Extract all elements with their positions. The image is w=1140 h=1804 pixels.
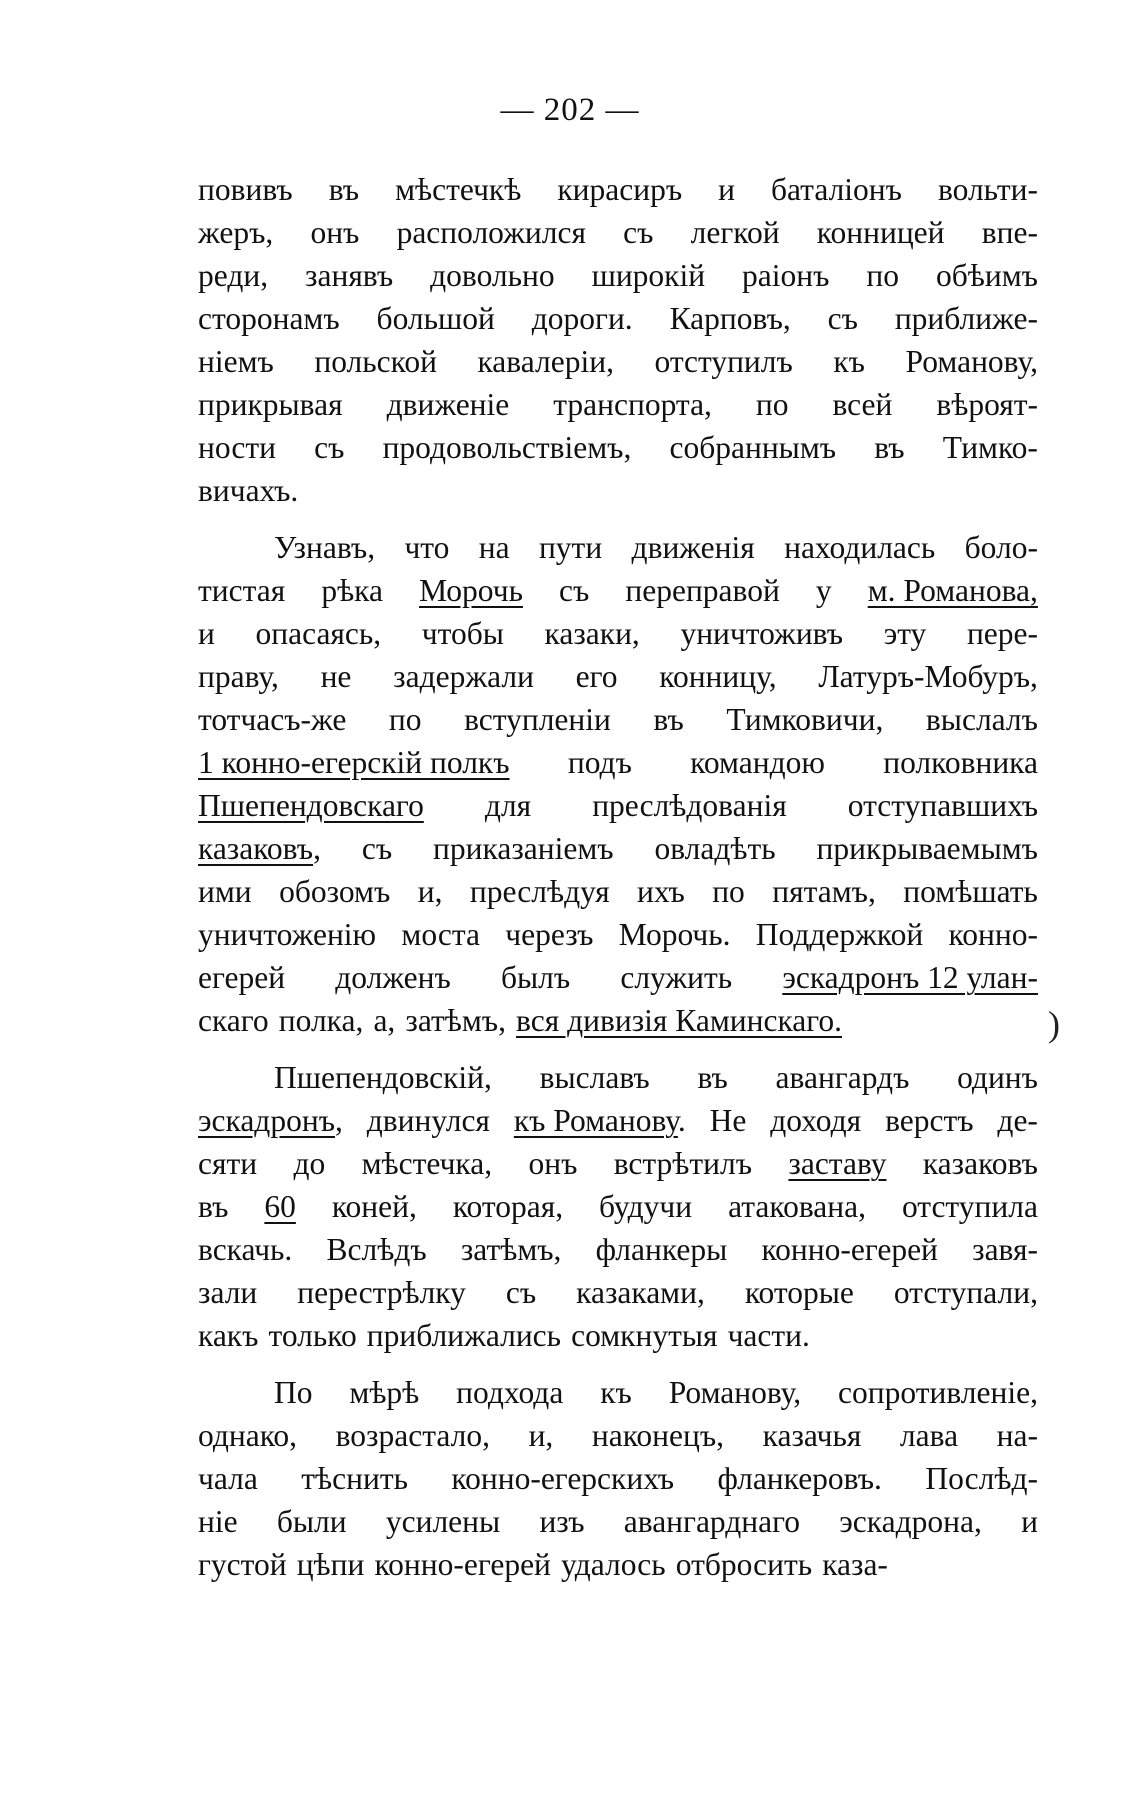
word: подъ	[567, 745, 632, 780]
underlined-text: къ Романову	[513, 1103, 678, 1138]
word: приказаніемъ	[433, 831, 614, 866]
word: пятамъ,	[772, 874, 876, 909]
word: фланкеры	[595, 1232, 728, 1267]
text-line	[198, 698, 1038, 741]
text-line	[198, 741, 1038, 784]
word: части.	[727, 1318, 810, 1353]
word: тистая	[198, 573, 286, 608]
word: не	[320, 659, 352, 694]
text-line	[198, 784, 1038, 827]
word: пере-	[966, 616, 1038, 651]
text-line	[198, 1500, 1038, 1543]
word	[419, 569, 523, 612]
word: казаками,	[576, 1275, 705, 1310]
word: казаковъ	[922, 1146, 1038, 1181]
word: опасаясь,	[255, 616, 382, 651]
word: довольно	[430, 258, 555, 293]
word: фланкеровъ.	[717, 1461, 882, 1496]
word: тотчасъ-же	[198, 702, 347, 737]
word	[264, 1185, 296, 1228]
word: вичахъ.	[198, 473, 299, 508]
word: возрастало,	[335, 1418, 490, 1453]
text-line	[198, 1314, 1038, 1357]
word: казаковъ,	[198, 831, 321, 866]
word: одинъ	[957, 1060, 1038, 1095]
underlined-text: казаковъ	[198, 831, 314, 866]
word: на	[478, 530, 510, 565]
word: По	[274, 1375, 313, 1410]
word: къ Романову.	[513, 1103, 686, 1138]
word: были	[276, 1504, 347, 1539]
paragraph-gap	[198, 1357, 1038, 1371]
paragraph	[198, 526, 1038, 1042]
word: ніемъ	[198, 344, 274, 379]
word	[868, 569, 1038, 612]
word: густой	[198, 1547, 287, 1582]
word: движеніе	[386, 387, 510, 422]
word: обозомъ	[279, 874, 391, 909]
word: транспорта,	[553, 387, 712, 422]
word: въ	[328, 172, 360, 207]
underlined-text: Морочь	[419, 573, 523, 608]
word: Карповъ,	[669, 301, 791, 336]
word: впе-	[981, 215, 1038, 250]
word	[788, 1142, 886, 1185]
word: съ	[827, 301, 858, 336]
text-line	[198, 827, 1038, 870]
word: наконецъ,	[591, 1418, 725, 1453]
word: находилась	[784, 530, 936, 565]
word: большой	[376, 301, 495, 336]
word: былъ	[500, 960, 571, 995]
word: съ	[361, 831, 393, 866]
word: мѣстечкѣ	[395, 172, 522, 207]
word: а,	[373, 1003, 396, 1038]
word: къ	[600, 1375, 632, 1410]
word: верстъ	[885, 1103, 974, 1138]
word: Романову,	[668, 1375, 802, 1410]
word: вскачь.	[198, 1232, 293, 1267]
word: по	[712, 874, 745, 909]
word: перестрѣлку	[297, 1275, 466, 1310]
word: будучи	[599, 1189, 693, 1224]
word: съ	[623, 215, 654, 250]
word: и	[1021, 1504, 1038, 1539]
word: приближе-	[894, 301, 1038, 336]
word: которая,	[452, 1189, 564, 1224]
text-line	[198, 655, 1038, 698]
word: Тимко-	[942, 430, 1038, 465]
word: Узнавъ,	[274, 530, 376, 565]
text-line	[198, 168, 1038, 211]
word: по	[866, 258, 899, 293]
word: сомкнутыя	[571, 1318, 718, 1353]
word: цѣпи	[296, 1547, 365, 1582]
word: и	[198, 616, 215, 651]
paragraph-gap	[198, 512, 1038, 526]
word: Латуръ-Мобуръ,	[818, 659, 1038, 694]
word: обѣимъ	[935, 258, 1038, 293]
margin-annotation-mark: )	[1048, 1004, 1060, 1044]
word: каза-	[822, 1547, 888, 1582]
word: полковника	[883, 745, 1038, 780]
word: усилены	[385, 1504, 501, 1539]
word	[198, 784, 424, 827]
word: выслалъ	[925, 702, 1038, 737]
word: ности	[198, 430, 276, 465]
word: отступавшихъ	[847, 788, 1038, 823]
word: егерей	[198, 960, 286, 995]
word: овладѣть	[654, 831, 776, 866]
text-line	[198, 1185, 1038, 1228]
word: прикрываемымъ	[816, 831, 1038, 866]
word: конно-егерскихъ	[451, 1461, 675, 1496]
word: въ	[653, 702, 684, 737]
word: конно-егерей	[761, 1232, 938, 1267]
word: пути	[538, 530, 603, 565]
word: рѣка	[321, 573, 383, 608]
text-line	[198, 426, 1038, 469]
word: зали	[198, 1275, 258, 1310]
word: двинулся	[366, 1103, 490, 1138]
word: Романову,	[905, 344, 1038, 379]
text-line	[198, 956, 1038, 999]
word: Послѣд-	[925, 1461, 1038, 1496]
word: боло-	[964, 530, 1038, 565]
paragraph-gap	[198, 1042, 1038, 1056]
underlined-text: 60	[264, 1189, 296, 1224]
word: расположился	[396, 215, 586, 250]
word: эскадрона,	[839, 1504, 982, 1539]
text-line	[198, 383, 1038, 426]
word: Пшепендовскій,	[274, 1060, 492, 1095]
word: Поддержкой	[755, 917, 924, 952]
word: и	[718, 172, 735, 207]
word: какъ	[198, 1318, 259, 1353]
word: сторонамъ	[198, 301, 340, 336]
word: реди,	[198, 258, 269, 293]
word: прикрывая	[198, 387, 343, 422]
word: занявъ	[305, 258, 394, 293]
word: чтобы	[421, 616, 504, 651]
word: кавалеріи,	[477, 344, 614, 379]
text-line	[198, 1457, 1038, 1500]
word: продовольствіемъ,	[382, 430, 632, 465]
word: вступленіи	[464, 702, 611, 737]
word: командою	[690, 745, 825, 780]
word: доходя	[770, 1103, 862, 1138]
word: завя-	[972, 1232, 1038, 1267]
word: затѣмъ,	[460, 1232, 562, 1267]
word: преслѣдуя	[469, 874, 610, 909]
word: преслѣдованія	[592, 788, 787, 823]
word: авангардъ	[775, 1060, 910, 1095]
word: атакована,	[728, 1189, 866, 1224]
word: и,	[417, 874, 443, 909]
word: эту	[883, 616, 927, 651]
word	[782, 956, 1038, 999]
text-line	[198, 999, 1038, 1042]
word: жеръ,	[198, 215, 274, 250]
paragraph	[198, 1371, 1038, 1586]
text-line	[198, 612, 1038, 655]
word: въ	[198, 1189, 229, 1224]
word: удалось	[561, 1547, 666, 1582]
word: раіонъ	[742, 258, 830, 293]
word: съ	[505, 1275, 537, 1310]
word: Тимковичи,	[726, 702, 884, 737]
word: движенія	[631, 530, 755, 565]
word: долженъ	[335, 960, 451, 995]
word: ими	[198, 874, 252, 909]
word: Вслѣдъ	[326, 1232, 427, 1267]
word: Не	[709, 1103, 747, 1138]
underlined-text: эскадронъ 12 улан-	[782, 960, 1038, 995]
word: приближались	[366, 1318, 562, 1353]
underlined-text: м. Романова,	[867, 573, 1038, 608]
text-line	[198, 1414, 1038, 1457]
word: легкой	[690, 215, 780, 250]
word: отступила	[901, 1189, 1038, 1224]
word: къ	[833, 344, 865, 379]
word: затѣмъ,	[405, 1003, 506, 1038]
word: помѣшать	[903, 874, 1038, 909]
text-line	[198, 1543, 1038, 1586]
word: мѣстечка,	[361, 1146, 493, 1181]
text-line	[198, 1228, 1038, 1271]
body-text	[198, 168, 1038, 1586]
text-line	[198, 1271, 1038, 1314]
word: полка,	[278, 1003, 364, 1038]
underlined-text: вся дивизія Каминскаго.	[516, 1003, 843, 1038]
word: повивъ	[198, 172, 293, 207]
word: однако,	[198, 1418, 298, 1453]
word: лава	[899, 1418, 959, 1453]
word: только	[268, 1318, 357, 1353]
word: выславъ	[539, 1060, 650, 1095]
word: задержали	[393, 659, 534, 694]
word: эскадронъ,	[198, 1103, 343, 1138]
word: у	[815, 573, 832, 608]
text-line	[198, 526, 1038, 569]
word: въ	[697, 1060, 728, 1095]
paragraph	[198, 168, 1038, 512]
word: Морочь.	[618, 917, 731, 952]
word: служить	[620, 960, 733, 995]
word: до	[293, 1146, 326, 1181]
text-line	[198, 1142, 1038, 1185]
text-line	[198, 297, 1038, 340]
word: и,	[528, 1418, 554, 1453]
word: переправой	[625, 573, 780, 608]
text-line	[198, 870, 1038, 913]
word: отбросить	[675, 1547, 813, 1582]
word: ніе	[198, 1504, 238, 1539]
word: скаго	[198, 1003, 269, 1038]
word: по	[388, 702, 422, 737]
word: въ	[874, 430, 905, 465]
text-line	[198, 1056, 1038, 1099]
word: сопротивленіе,	[838, 1375, 1038, 1410]
word: чала	[198, 1461, 258, 1496]
word: изъ	[539, 1504, 585, 1539]
text-line	[198, 569, 1038, 612]
word: подхода	[456, 1375, 564, 1410]
text-line	[198, 469, 1038, 512]
word: польской	[314, 344, 437, 379]
word: конно-егерей	[374, 1547, 551, 1582]
word: коней,	[331, 1189, 417, 1224]
word: вѣроят-	[936, 387, 1038, 422]
word: широкій	[591, 258, 706, 293]
word: на-	[996, 1418, 1038, 1453]
word: конно-	[948, 917, 1038, 952]
word: дороги.	[531, 301, 633, 336]
word: отступилъ	[654, 344, 793, 379]
word: которые	[744, 1275, 854, 1310]
word: баталіонъ	[770, 172, 902, 207]
word: съ	[559, 573, 590, 608]
word	[516, 999, 842, 1042]
text-line	[198, 1371, 1038, 1414]
word: уничтоживъ	[680, 616, 844, 651]
word: мѣрѣ	[349, 1375, 420, 1410]
word: что	[404, 530, 450, 565]
word: казачья	[762, 1418, 862, 1453]
underlined-text: эскадронъ	[198, 1103, 335, 1138]
text-line	[198, 1099, 1038, 1142]
word: по	[755, 387, 789, 422]
word: де-	[997, 1103, 1038, 1138]
word: тѣснить	[301, 1461, 408, 1496]
word: всей	[832, 387, 893, 422]
word: онъ	[310, 215, 360, 250]
word: съ	[314, 430, 345, 465]
word: авангарднаго	[623, 1504, 801, 1539]
word: собраннымъ	[669, 430, 837, 465]
word	[198, 741, 510, 784]
word: отступали,	[893, 1275, 1038, 1310]
word: конницей	[816, 215, 945, 250]
underlined-text: 1 конно-егерскій полкъ	[198, 745, 510, 780]
underlined-text: заставу	[788, 1146, 887, 1181]
word: ихъ	[637, 874, 685, 909]
word: уничтоженію	[198, 917, 377, 952]
word: моста	[401, 917, 480, 952]
word: онъ	[528, 1146, 578, 1181]
word: вольти-	[937, 172, 1038, 207]
text-line	[198, 913, 1038, 956]
word: кирасиръ	[557, 172, 683, 207]
word: конницу,	[659, 659, 777, 694]
word: его	[575, 659, 618, 694]
page-number: — 202 —	[500, 92, 640, 128]
paragraph	[198, 1056, 1038, 1357]
text-line	[198, 254, 1038, 297]
word: для	[484, 788, 532, 823]
word: черезъ	[505, 917, 594, 952]
word: встрѣтилъ	[613, 1146, 753, 1181]
underlined-text: Пшепендовскаго	[198, 788, 424, 823]
text-line	[198, 211, 1038, 254]
text-line	[198, 340, 1038, 383]
word: сяти	[198, 1146, 258, 1181]
word: казаки,	[544, 616, 640, 651]
word: праву,	[198, 659, 279, 694]
